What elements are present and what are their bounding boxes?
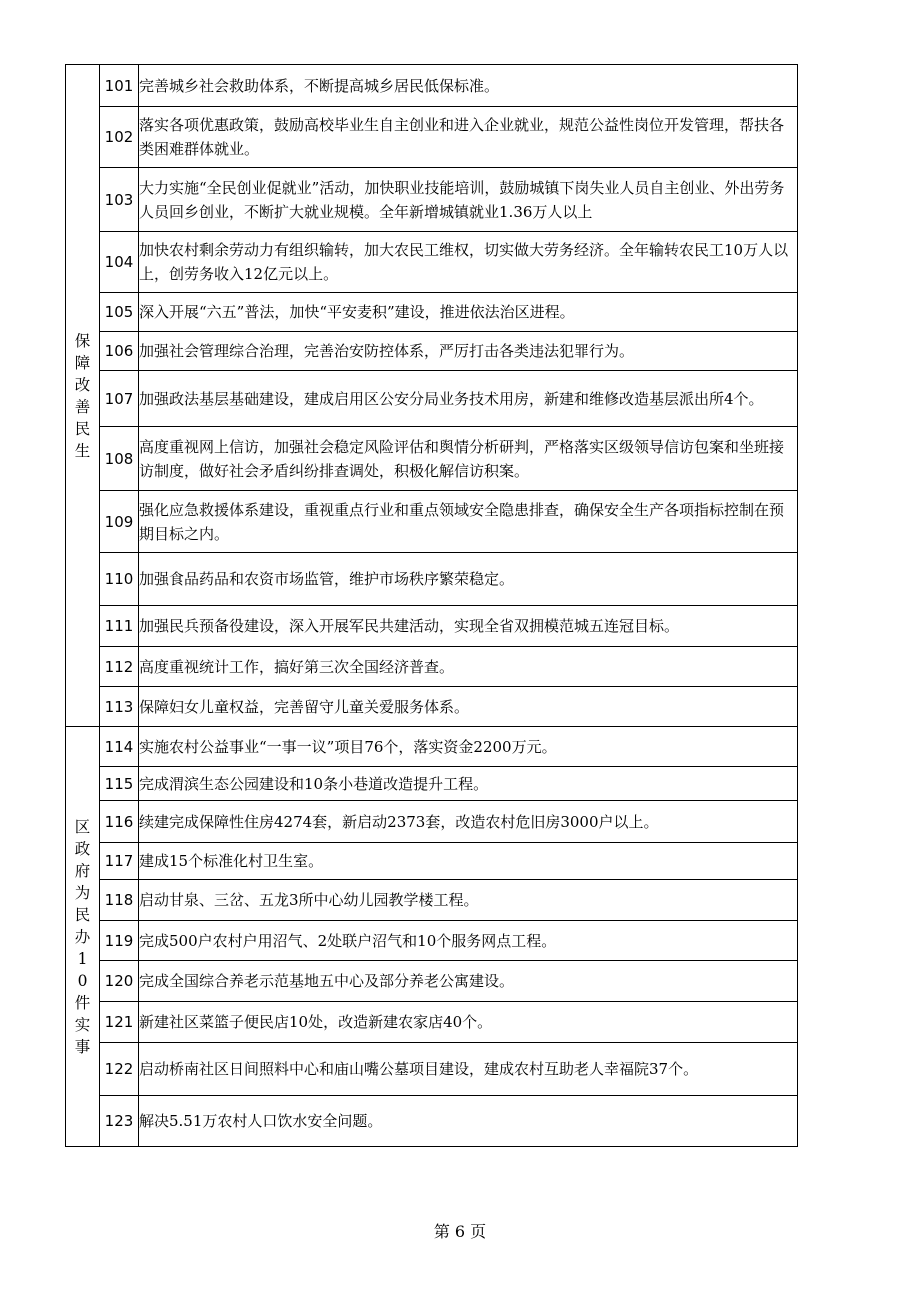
item-number: 120 bbox=[100, 961, 139, 1002]
item-text: 建成15个标准化村卫生室。 bbox=[139, 843, 798, 880]
item-text: 保障妇女儿童权益，完善留守儿童关爱服务体系。 bbox=[139, 687, 798, 727]
item-text: 深入开展“六五”普法，加快“平安麦积”建设，推进依法治区进程。 bbox=[139, 293, 798, 332]
item-number: 116 bbox=[100, 801, 139, 843]
table-row bbox=[66, 65, 798, 107]
table-row bbox=[66, 880, 798, 921]
item-number: 115 bbox=[100, 767, 139, 801]
table-row bbox=[66, 427, 798, 491]
item-text: 启动甘泉、三岔、五龙3所中心幼儿园教学楼工程。 bbox=[139, 880, 798, 921]
item-text: 强化应急救援体系建设，重视重点行业和重点领域安全隐患排查，确保安全生产各项指标控制在预期目标之内。 bbox=[139, 491, 798, 553]
table-row bbox=[66, 767, 798, 801]
item-text: 续建完成保障性住房4274套，新启动2373套，改造农村危旧房3000户以上。 bbox=[139, 801, 798, 843]
item-text: 启动桥南社区日间照料中心和庙山嘴公墓项目建设，建成农村互助老人幸福院37个。 bbox=[139, 1043, 798, 1096]
item-text: 解决5.51万农村人口饮水安全问题。 bbox=[139, 1096, 798, 1147]
item-number: 105 bbox=[100, 293, 139, 332]
item-text: 完成全国综合养老示范基地五中心及部分养老公寓建设。 bbox=[139, 961, 798, 1002]
item-number: 101 bbox=[100, 65, 139, 107]
item-text: 加强民兵预备役建设，深入开展军民共建活动，实现全省双拥模范城五连冠目标。 bbox=[139, 606, 798, 647]
item-text: 加强政法基层基础建设，建成启用区公安分局业务技术用房，新建和维修改造基层派出所4个。 bbox=[139, 371, 798, 427]
item-number: 107 bbox=[100, 371, 139, 427]
table-row bbox=[66, 727, 798, 767]
table-row bbox=[66, 107, 798, 168]
table-row bbox=[66, 647, 798, 687]
item-text: 新建社区菜篮子便民店10处，改造新建农家店40个。 bbox=[139, 1002, 798, 1043]
table-row bbox=[66, 961, 798, 1002]
item-number: 102 bbox=[100, 107, 139, 168]
table-row bbox=[66, 843, 798, 880]
table-row bbox=[66, 921, 798, 961]
item-text: 高度重视统计工作，搞好第三次全国经济普查。 bbox=[139, 647, 798, 687]
category-cell-practical-matters bbox=[66, 727, 100, 1147]
table-row bbox=[66, 1043, 798, 1096]
table-row bbox=[66, 1002, 798, 1043]
item-text: 完善城乡社会救助体系，不断提高城乡居民低保标准。 bbox=[139, 65, 798, 107]
item-number: 122 bbox=[100, 1043, 139, 1096]
table-row bbox=[66, 687, 798, 727]
item-number: 111 bbox=[100, 606, 139, 647]
table-row bbox=[66, 168, 798, 232]
item-text: 实施农村公益事业“一事一议”项目76个，落实资金2200万元。 bbox=[139, 727, 798, 767]
item-text: 加强社会管理综合治理，完善治安防控体系，严厉打击各类违法犯罪行为。 bbox=[139, 332, 798, 371]
item-number: 117 bbox=[100, 843, 139, 880]
table-row bbox=[66, 801, 798, 843]
item-text: 加强食品药品和农资市场监管，维护市场秩序繁荣稳定。 bbox=[139, 553, 798, 606]
item-number: 112 bbox=[100, 647, 139, 687]
item-number: 114 bbox=[100, 727, 139, 767]
item-text: 加快农村剩余劳动力有组织输转，加大农民工维权，切实做大劳务经济。全年输转农民工10万人以上，创劳务收入12亿元以上。 bbox=[139, 232, 798, 293]
table-row bbox=[66, 1096, 798, 1147]
table-row bbox=[66, 332, 798, 371]
category-label: 区政府为民办10件实事 bbox=[74, 817, 91, 1056]
table-row bbox=[66, 232, 798, 293]
item-number: 106 bbox=[100, 332, 139, 371]
table-row bbox=[66, 293, 798, 332]
item-number: 121 bbox=[100, 1002, 139, 1043]
item-text: 完成渭滨生态公园建设和10条小巷道改造提升工程。 bbox=[139, 767, 798, 801]
item-text: 大力实施“全民创业促就业”活动，加快职业技能培训，鼓励城镇下岗失业人员自主创业、外出劳务人员回乡创业，不断扩大就业规模。全年新增城镇就业1.36万人以上 bbox=[139, 168, 798, 232]
page-number: 第 6 页 bbox=[433, 1222, 487, 1241]
category-label: 保障改善民生 bbox=[74, 331, 91, 460]
item-number: 110 bbox=[100, 553, 139, 606]
item-number: 104 bbox=[100, 232, 139, 293]
item-number: 118 bbox=[100, 880, 139, 921]
policy-table bbox=[65, 64, 798, 1147]
table-row bbox=[66, 553, 798, 606]
item-number: 109 bbox=[100, 491, 139, 553]
item-number: 113 bbox=[100, 687, 139, 727]
item-number: 103 bbox=[100, 168, 139, 232]
item-text: 完成500户农村户用沼气、2处联户沼气和10个服务网点工程。 bbox=[139, 921, 798, 961]
item-text: 高度重视网上信访，加强社会稳定风险评估和舆情分析研判，严格落实区级领导信访包案和坐班接访制度，做好社会矛盾纠纷排查调处，积极化解信访积案。 bbox=[139, 427, 798, 491]
item-number: 123 bbox=[100, 1096, 139, 1147]
category-cell-livelihood bbox=[66, 65, 100, 727]
table-row bbox=[66, 491, 798, 553]
item-number: 119 bbox=[100, 921, 139, 961]
table-row bbox=[66, 606, 798, 647]
item-text: 落实各项优惠政策，鼓励高校毕业生自主创业和进入企业就业，规范公益性岗位开发管理，帮扶各类困难群体就业。 bbox=[139, 107, 798, 168]
item-number: 108 bbox=[100, 427, 139, 491]
table-row bbox=[66, 371, 798, 427]
